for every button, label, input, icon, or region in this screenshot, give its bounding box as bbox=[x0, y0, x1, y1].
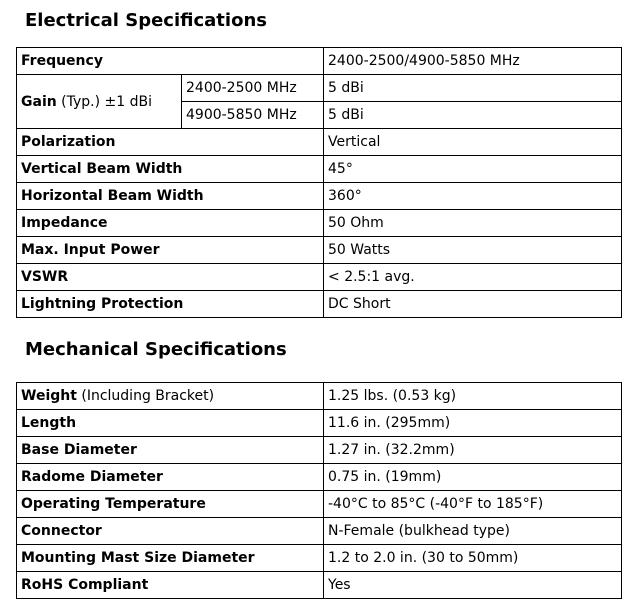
table-row bbox=[17, 410, 622, 437]
spec-label: Length bbox=[17, 410, 324, 437]
spec-label-weight bbox=[17, 383, 324, 410]
spec-label: Vertical Beam Width bbox=[17, 156, 324, 183]
spec-label: Mounting Mast Size Diameter bbox=[17, 545, 324, 572]
spec-value: 45° bbox=[324, 156, 622, 183]
spec-value: Vertical bbox=[324, 129, 622, 156]
spec-value: 11.6 in. (295mm) bbox=[324, 410, 622, 437]
table-row bbox=[17, 491, 622, 518]
spec-value: 1.2 to 2.0 in. (30 to 50mm) bbox=[324, 545, 622, 572]
spec-value-weight: 1.25 lbs. (0.53 kg) bbox=[324, 383, 622, 410]
table-row bbox=[17, 129, 622, 156]
table-row bbox=[17, 518, 622, 545]
gain-band-1: 2400-2500 MHz bbox=[182, 75, 324, 102]
table-row bbox=[17, 383, 622, 410]
table-row bbox=[17, 237, 622, 264]
table-row bbox=[17, 48, 622, 75]
spec-label: Lightning Protection bbox=[17, 291, 324, 318]
gain-label-text: Gain bbox=[21, 93, 57, 110]
spec-label: Base Diameter bbox=[17, 437, 324, 464]
spec-label-frequency: Frequency bbox=[17, 48, 324, 75]
gain-qualifier: (Typ.) ±1 dBi bbox=[56, 93, 153, 110]
spec-label-gain bbox=[17, 75, 182, 129]
mechanical-specifications-table bbox=[16, 382, 622, 599]
spec-value: 1.27 in. (32.2mm) bbox=[324, 437, 622, 464]
spec-value: Yes bbox=[324, 572, 622, 599]
spec-label: Radome Diameter bbox=[17, 464, 324, 491]
spec-value-frequency: 2400-2500/4900-5850 MHz bbox=[324, 48, 622, 75]
table-row bbox=[17, 545, 622, 572]
gain-band-2: 4900-5850 MHz bbox=[182, 102, 324, 129]
weight-label-text: Weight bbox=[21, 388, 77, 404]
spec-label: Polarization bbox=[17, 129, 324, 156]
spec-label: Connector bbox=[17, 518, 324, 545]
gain-value-2: 5 dBi bbox=[324, 102, 622, 129]
electrical-specifications-heading: Electrical Specifications bbox=[25, 10, 267, 31]
electrical-specifications-table bbox=[16, 47, 622, 318]
spec-value: 360° bbox=[324, 183, 622, 210]
spec-label: Operating Temperature bbox=[17, 491, 324, 518]
table-row bbox=[17, 572, 622, 599]
spec-label: Max. Input Power bbox=[17, 237, 324, 264]
table-row bbox=[17, 210, 622, 237]
spec-label: Horizontal Beam Width bbox=[17, 183, 324, 210]
gain-value-1: 5 dBi bbox=[324, 75, 622, 102]
spec-value: 50 Watts bbox=[324, 237, 622, 264]
table-row bbox=[17, 75, 622, 102]
spec-label: RoHS Compliant bbox=[17, 572, 324, 599]
weight-qualifier: (Including Bracket) bbox=[76, 388, 215, 404]
spec-value: N-Female (bulkhead type) bbox=[324, 518, 622, 545]
spec-value: DC Short bbox=[324, 291, 622, 318]
table-row bbox=[17, 264, 622, 291]
table-row bbox=[17, 464, 622, 491]
table-row bbox=[17, 156, 622, 183]
mechanical-specifications-heading: Mechanical Specifications bbox=[25, 339, 287, 360]
spec-value: 0.75 in. (19mm) bbox=[324, 464, 622, 491]
spec-value: -40°C to 85°C (-40°F to 185°F) bbox=[324, 491, 622, 518]
table-row bbox=[17, 291, 622, 318]
table-row bbox=[17, 183, 622, 210]
spec-value: 50 Ohm bbox=[324, 210, 622, 237]
spec-value: < 2.5:1 avg. bbox=[324, 264, 622, 291]
table-row bbox=[17, 437, 622, 464]
spec-label: VSWR bbox=[17, 264, 324, 291]
spec-label: Impedance bbox=[17, 210, 324, 237]
